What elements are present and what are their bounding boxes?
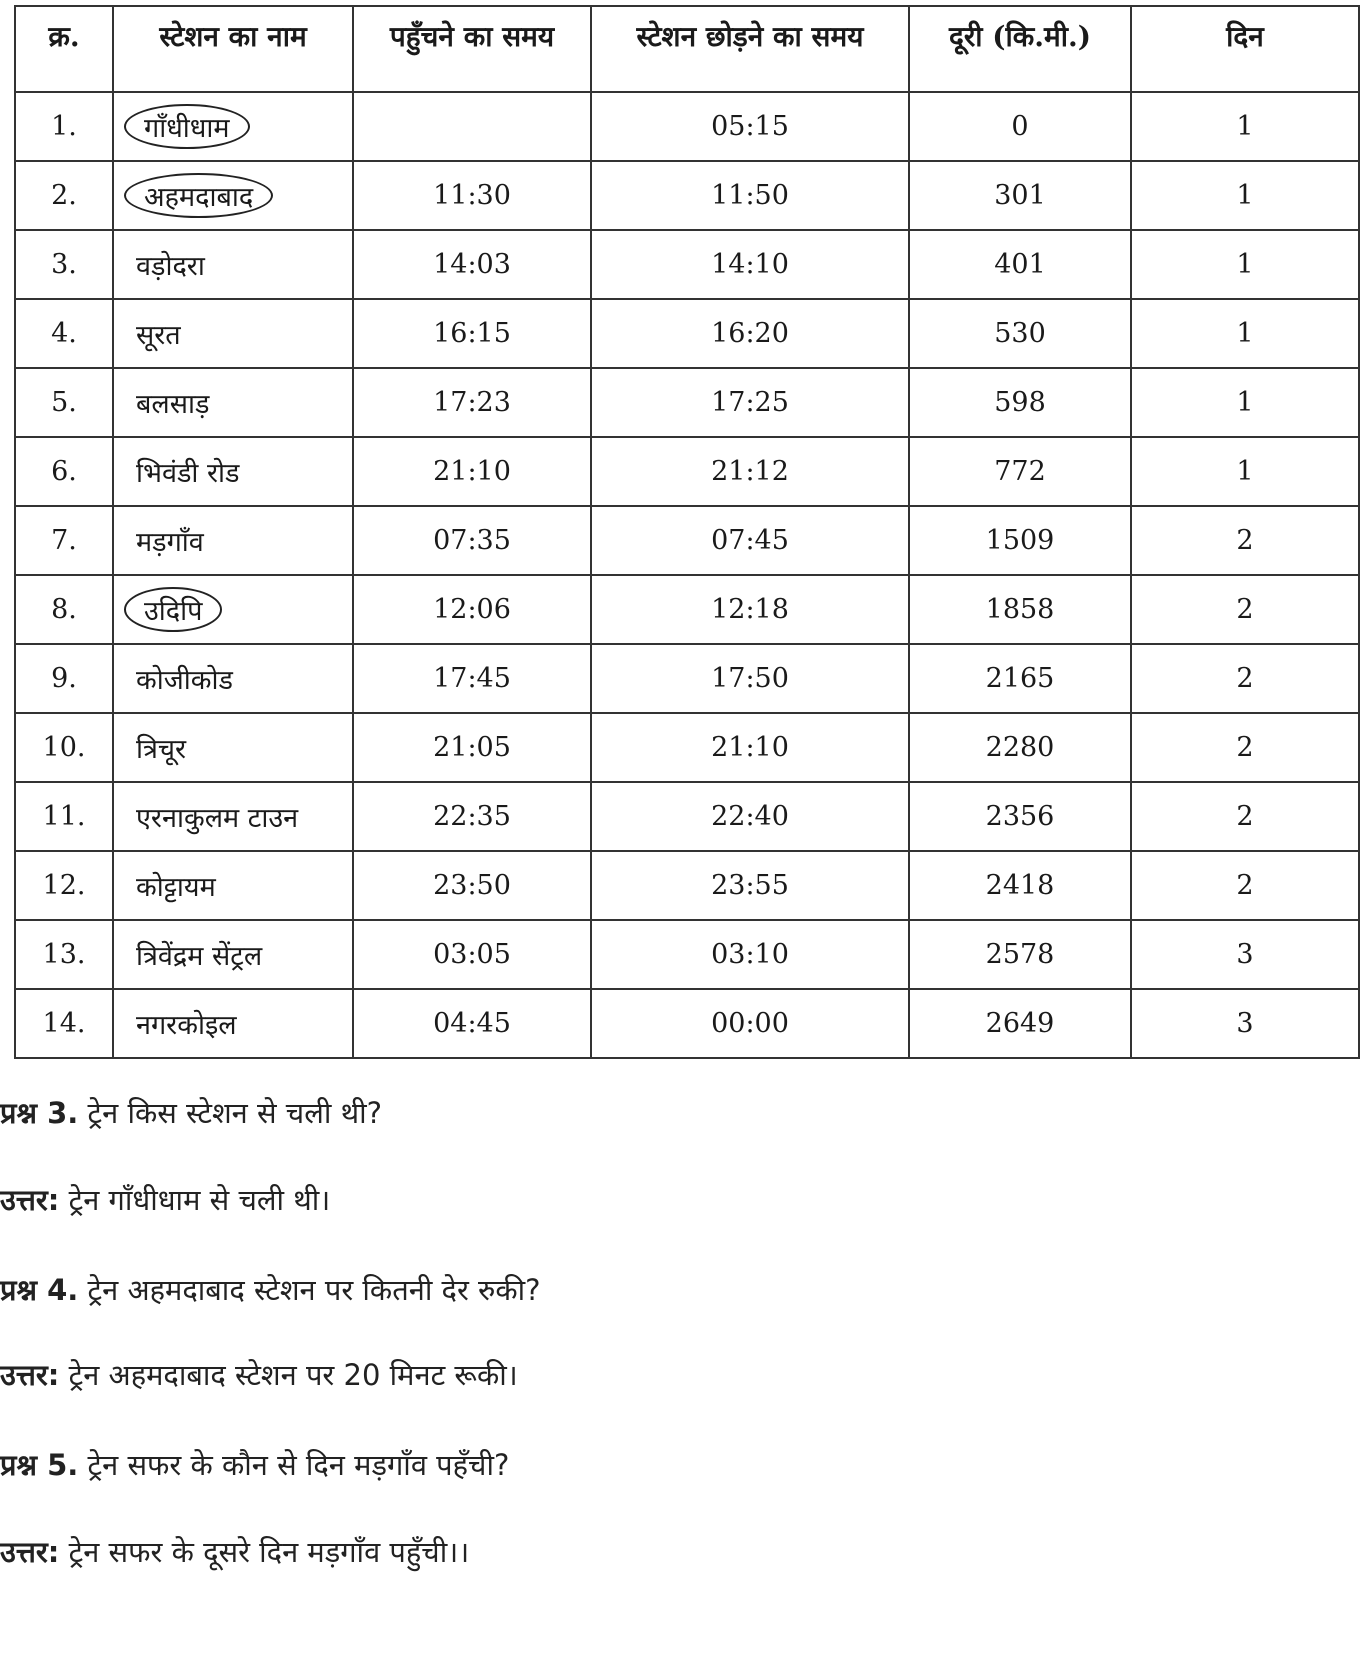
station-name-text: कोट्टायम (136, 872, 216, 903)
arrival-time-text: 21:10 (433, 456, 511, 487)
table-row (15, 644, 1359, 713)
arrival-time-cell (353, 230, 591, 299)
distance-cell (909, 713, 1131, 782)
arrival-time-text: 03:05 (433, 939, 511, 970)
station-name-cell (113, 851, 353, 920)
serial-text: 13. (42, 939, 86, 970)
serial-text: 5. (51, 387, 77, 418)
serial-cell (15, 92, 113, 161)
answer-line (0, 1180, 330, 1219)
table-row (15, 92, 1359, 161)
table-row (15, 851, 1359, 920)
arrival-time-text: 11:30 (433, 180, 511, 211)
table-row (15, 506, 1359, 575)
serial-cell (15, 920, 113, 989)
arrival-time-text: 17:45 (433, 663, 511, 694)
station-name-cell (113, 92, 353, 161)
day-cell (1131, 92, 1359, 161)
arrival-time-text: 22:35 (433, 801, 511, 832)
distance-text: 2418 (985, 870, 1055, 901)
serial-cell (15, 230, 113, 299)
station-name-text: वड़ोदरा (136, 251, 205, 282)
departure-time-cell (591, 989, 909, 1058)
serial-text: 14. (42, 1008, 86, 1039)
departure-time-text: 16:20 (711, 318, 789, 349)
day-text: 3 (1236, 939, 1254, 970)
serial-text: 4. (51, 318, 77, 349)
distance-cell (909, 851, 1131, 920)
day-cell (1131, 713, 1359, 782)
distance-text: 2578 (985, 939, 1055, 970)
distance-text: 2165 (985, 663, 1055, 694)
serial-text: 9. (51, 663, 77, 694)
table-row (15, 230, 1359, 299)
serial-cell (15, 506, 113, 575)
arrival-time-cell (353, 506, 591, 575)
table-row (15, 368, 1359, 437)
departure-time-text: 17:50 (711, 663, 789, 694)
day-text: 2 (1236, 525, 1254, 556)
qa-label: प्रश्न 4. (0, 1273, 79, 1307)
departure-time-text: 14:10 (711, 249, 789, 280)
qa-label: उत्तर: (0, 1535, 60, 1569)
departure-time-text: 23:55 (711, 870, 789, 901)
arrival-time-cell (353, 299, 591, 368)
serial-text: 3. (51, 249, 77, 280)
question-line (0, 1445, 509, 1484)
circled-station-name: अहमदाबाद (124, 173, 273, 218)
distance-cell (909, 230, 1131, 299)
arrival-time-text: 04:45 (433, 1008, 511, 1039)
arrival-time-text: 12:06 (433, 594, 511, 625)
serial-text: 1. (51, 111, 77, 142)
departure-time-cell (591, 161, 909, 230)
station-name-text: मड़गाँव (136, 527, 204, 558)
arrival-time-text: 17:23 (433, 387, 511, 418)
distance-cell (909, 989, 1131, 1058)
qa-text: ट्रेन अहमदाबाद स्टेशन पर 20 मिनट रूकी। (59, 1358, 518, 1392)
day-cell (1131, 368, 1359, 437)
table-header-row (15, 6, 1359, 92)
arrival-time-cell (353, 161, 591, 230)
station-name-text: नगरकोइल (136, 1010, 237, 1041)
day-cell (1131, 230, 1359, 299)
arrival-time-cell (353, 437, 591, 506)
arrival-time-text: 16:15 (433, 318, 511, 349)
distance-text: 401 (994, 249, 1046, 280)
answer-line (0, 1532, 469, 1571)
day-cell (1131, 989, 1359, 1058)
arrival-time-cell (353, 782, 591, 851)
departure-time-cell (591, 713, 909, 782)
arrival-time-cell (353, 713, 591, 782)
table-row (15, 782, 1359, 851)
serial-text: 11. (42, 801, 86, 832)
departure-time-text: 07:45 (711, 525, 789, 556)
qa-text: ट्रेन अहमदाबाद स्टेशन पर कितनी देर रुकी? (78, 1273, 541, 1307)
station-name-text: बलसाड़ (136, 389, 210, 420)
qa-text: ट्रेन सफर के दूसरे दिन मड़गाँव पहुँची।। (59, 1535, 470, 1569)
header-serial: क्र. (15, 6, 113, 92)
day-cell (1131, 851, 1359, 920)
station-name-cell (113, 713, 353, 782)
arrival-time-cell (353, 92, 591, 161)
station-name-cell (113, 575, 353, 644)
distance-text: 772 (994, 456, 1046, 487)
departure-time-text: 03:10 (711, 939, 789, 970)
table-row (15, 161, 1359, 230)
departure-time-cell (591, 782, 909, 851)
distance-text: 598 (994, 387, 1046, 418)
serial-cell (15, 782, 113, 851)
distance-text: 1858 (985, 594, 1055, 625)
serial-cell (15, 851, 113, 920)
departure-time-cell (591, 230, 909, 299)
station-name-cell (113, 920, 353, 989)
distance-cell (909, 575, 1131, 644)
departure-time-cell (591, 92, 909, 161)
day-text: 1 (1236, 318, 1254, 349)
header-arrival-time: पहुँचने का समय (353, 6, 591, 92)
header-distance: दूरी (कि.मी.) (909, 6, 1131, 92)
serial-cell (15, 713, 113, 782)
distance-text: 301 (994, 180, 1046, 211)
serial-text: 8. (51, 594, 77, 625)
distance-cell (909, 437, 1131, 506)
departure-time-cell (591, 644, 909, 713)
distance-cell (909, 161, 1131, 230)
distance-cell (909, 368, 1131, 437)
day-text: 1 (1236, 180, 1254, 211)
arrival-time-cell (353, 851, 591, 920)
arrival-time-cell (353, 644, 591, 713)
qa-label: उत्तर: (0, 1183, 60, 1217)
day-text: 3 (1236, 1008, 1254, 1039)
station-name-text: कोजीकोड (136, 665, 233, 696)
distance-text: 0 (1011, 111, 1029, 142)
station-name-cell (113, 230, 353, 299)
distance-cell (909, 92, 1131, 161)
table-row (15, 989, 1359, 1058)
header-day: दिन (1131, 6, 1359, 92)
answer-line (0, 1355, 518, 1394)
distance-cell (909, 506, 1131, 575)
serial-text: 7. (51, 525, 77, 556)
qa-text: ट्रेन किस स्टेशन से चली थी? (78, 1096, 383, 1130)
departure-time-text: 22:40 (711, 801, 789, 832)
departure-time-text: 21:10 (711, 732, 789, 763)
arrival-time-cell (353, 989, 591, 1058)
arrival-time-text: 14:03 (433, 249, 511, 280)
departure-time-cell (591, 575, 909, 644)
day-text: 1 (1236, 456, 1254, 487)
station-name-text: भिवंडी रोड (136, 458, 240, 489)
serial-cell (15, 299, 113, 368)
distance-cell (909, 782, 1131, 851)
day-text: 1 (1236, 249, 1254, 280)
station-name-cell (113, 299, 353, 368)
distance-cell (909, 920, 1131, 989)
question-line (0, 1093, 382, 1132)
departure-time-cell (591, 299, 909, 368)
day-text: 2 (1236, 870, 1254, 901)
distance-text: 1509 (985, 525, 1055, 556)
station-name-text: सूरत (136, 320, 181, 351)
serial-text: 2. (51, 180, 77, 211)
table-row (15, 713, 1359, 782)
day-cell (1131, 437, 1359, 506)
day-cell (1131, 506, 1359, 575)
arrival-time-text: 23:50 (433, 870, 511, 901)
departure-time-text: 00:00 (711, 1008, 789, 1039)
serial-cell (15, 989, 113, 1058)
table-row (15, 437, 1359, 506)
circled-station-name: गाँधीधाम (124, 104, 250, 149)
train-timetable (14, 5, 1360, 1059)
departure-time-text: 17:25 (711, 387, 789, 418)
station-name-text: एरनाकुलम टाउन (136, 803, 299, 834)
serial-text: 12. (42, 870, 86, 901)
day-text: 2 (1236, 801, 1254, 832)
day-text: 2 (1236, 663, 1254, 694)
header-departure-time: स्टेशन छोड़ने का समय (591, 6, 909, 92)
qa-label: उत्तर: (0, 1358, 60, 1392)
serial-cell (15, 437, 113, 506)
station-name-text: त्रिवेंद्रम सेंट्रल (136, 941, 263, 972)
station-name-cell (113, 644, 353, 713)
station-name-cell (113, 161, 353, 230)
departure-time-text: 12:18 (711, 594, 789, 625)
qa-label: प्रश्न 5. (0, 1448, 79, 1482)
station-name-cell (113, 989, 353, 1058)
serial-cell (15, 161, 113, 230)
day-text: 2 (1236, 732, 1254, 763)
header-station-name: स्टेशन का नाम (113, 6, 353, 92)
distance-text: 530 (994, 318, 1046, 349)
circled-station-name: उदिपि (124, 587, 222, 632)
departure-time-cell (591, 851, 909, 920)
distance-text: 2280 (985, 732, 1055, 763)
table-row (15, 575, 1359, 644)
serial-cell (15, 644, 113, 713)
question-line (0, 1270, 541, 1309)
day-cell (1131, 299, 1359, 368)
departure-time-text: 11:50 (711, 180, 789, 211)
station-name-cell (113, 782, 353, 851)
qa-text: ट्रेन गाँधीधाम से चली थी। (59, 1183, 331, 1217)
day-cell (1131, 161, 1359, 230)
station-name-cell (113, 368, 353, 437)
serial-text: 10. (42, 732, 86, 763)
distance-text: 2649 (985, 1008, 1055, 1039)
serial-cell (15, 368, 113, 437)
day-text: 1 (1236, 387, 1254, 418)
arrival-time-cell (353, 575, 591, 644)
arrival-time-text: 21:05 (433, 732, 511, 763)
distance-text: 2356 (985, 801, 1055, 832)
arrival-time-cell (353, 920, 591, 989)
departure-time-text: 21:12 (711, 456, 789, 487)
day-cell (1131, 782, 1359, 851)
day-text: 1 (1236, 111, 1254, 142)
departure-time-cell (591, 506, 909, 575)
distance-cell (909, 299, 1131, 368)
serial-text: 6. (51, 456, 77, 487)
arrival-time-cell (353, 368, 591, 437)
station-name-cell (113, 506, 353, 575)
station-name-text: त्रिचूर (136, 734, 187, 765)
day-text: 2 (1236, 594, 1254, 625)
departure-time-text: 05:15 (711, 111, 789, 142)
table-row (15, 299, 1359, 368)
day-cell (1131, 920, 1359, 989)
arrival-time-text: 07:35 (433, 525, 511, 556)
day-cell (1131, 644, 1359, 713)
departure-time-cell (591, 920, 909, 989)
serial-cell (15, 575, 113, 644)
distance-cell (909, 644, 1131, 713)
qa-text: ट्रेन सफर के कौन से दिन मड़गाँव पहँची? (78, 1448, 510, 1482)
qa-label: प्रश्न 3. (0, 1096, 79, 1130)
departure-time-cell (591, 368, 909, 437)
day-cell (1131, 575, 1359, 644)
departure-time-cell (591, 437, 909, 506)
station-name-cell (113, 437, 353, 506)
table-row (15, 920, 1359, 989)
